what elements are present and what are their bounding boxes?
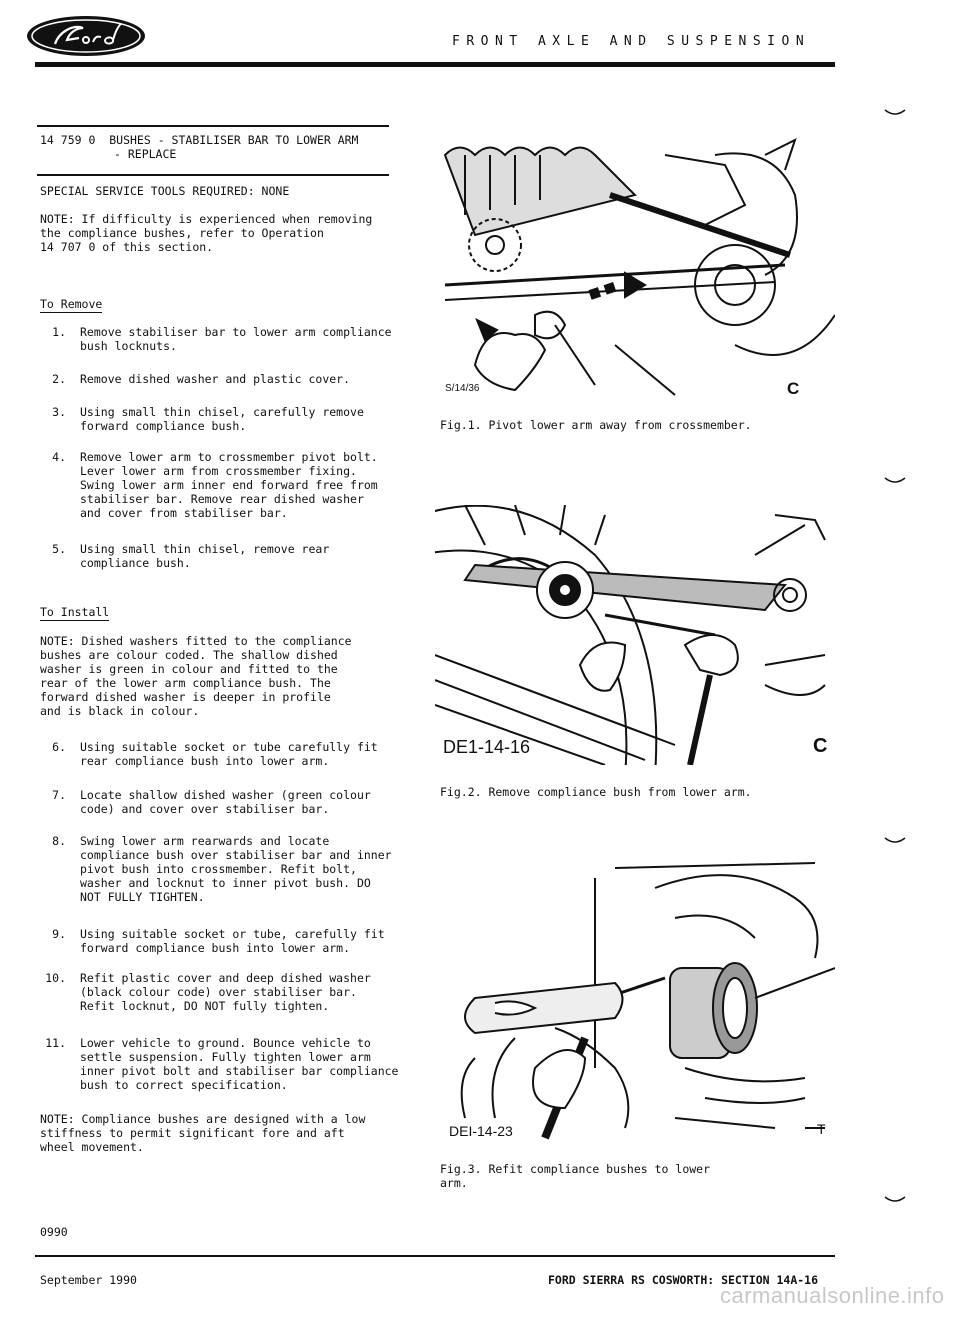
figure-1-caption: Fig.1. Pivot lower arm away from crossmember.: [440, 418, 752, 432]
footer-code: 0990: [40, 1225, 68, 1239]
to-remove-heading-text: To Remove: [40, 297, 103, 311]
figure-3-ref: DEI-14-23: [449, 1123, 513, 1139]
list-item: [40, 834, 420, 906]
operation-bottom-rule: [37, 174, 389, 176]
footer-date: September 1990: [40, 1273, 137, 1287]
watermark-text: carmanualsonline.info: [720, 1283, 945, 1308]
to-remove-heading: [40, 297, 102, 311]
list-item: [40, 405, 420, 435]
step-text: Using suitable socket or tube carefully fit rear compliance bush into lower arm.: [80, 740, 378, 768]
operation-code-line: 14 759 0 BUSHES - STABILISER BAR TO LOWER ARM: [40, 133, 359, 147]
step-text: Refit plastic cover and deep dished washer (black colour code) over stabiliser bar. Refit locknut, DO NOT fully tighten.: [80, 971, 371, 1013]
step-text: Remove stabiliser bar to lower arm compliance bush locknuts.: [80, 325, 392, 353]
note-difficulty: NOTE: If difficulty is experienced when removing the compliance bushes, refer to Operation 14 707 0 of this section.: [40, 212, 373, 254]
step-number: 10.: [45, 971, 66, 985]
list-item: [40, 542, 420, 572]
note-compliance-bushes: NOTE: Compliance bushes are designed with a low stiffness to permit significant fore and aft wheel movement.: [40, 1112, 366, 1154]
figure-1-illustration: [435, 135, 835, 403]
step-text: Swing lower arm rearwards and locate compliance bush over stabiliser bar and inner pivot bush into crossmember. Refit bolt, washer and locknut to inner pivot bush. DO NOT FULLY TIGHTEN.: [80, 834, 392, 904]
step-text: Remove dished washer and plastic cover.: [80, 372, 351, 386]
figure-3-caption: Fig.3. Refit compliance bushes to lower arm.: [440, 1162, 711, 1190]
operation-top-rule: [37, 125, 389, 127]
margin-tick-mark: [884, 476, 906, 486]
figure-2-illustration: [435, 505, 835, 765]
list-item: [40, 325, 420, 355]
operation-code-line2: - REPLACE: [114, 147, 177, 161]
to-install-heading-text: To Install: [40, 605, 110, 619]
step-number: 9.: [52, 927, 66, 941]
step-number: 2.: [52, 372, 66, 386]
margin-tick-mark: [884, 836, 906, 846]
step-number: 3.: [52, 405, 66, 419]
footer-rule: [35, 1255, 835, 1257]
special-tools-line: SPECIAL SERVICE TOOLS REQUIRED: NONE: [40, 184, 290, 198]
figure-3-corner-letter: T: [817, 1121, 826, 1137]
figure-3-illustration: [435, 858, 835, 1140]
step-text: Using small thin chisel, remove rear compliance bush.: [80, 542, 330, 570]
note-dished-washers: NOTE: Dished washers fitted to the compliance bushes are colour coded. The shallow dished washer is green in colour and fitted to the rear of the lower arm compliance bush. The forward dished washer is deeper in profile and is black in colour.: [40, 634, 352, 718]
to-install-heading: [40, 605, 109, 619]
list-item: [40, 1036, 420, 1094]
step-number: 5.: [52, 542, 66, 556]
footer-section: FORD SIERRA RS COSWORTH: SECTION 14A-16: [548, 1273, 819, 1287]
list-item: [40, 788, 420, 818]
step-number: 11.: [45, 1036, 66, 1050]
ford-logo: [25, 14, 147, 58]
figure-2-ref: DE1-14-16: [443, 737, 531, 757]
step-text: Using suitable socket or tube, carefully fit forward compliance bush into lower arm.: [80, 927, 385, 955]
list-item: [40, 971, 420, 1015]
step-number: 4.: [52, 450, 66, 464]
margin-tick-mark: [884, 108, 906, 118]
header-rule: [35, 62, 835, 67]
step-text: Remove lower arm to crossmember pivot bolt. Lever lower arm from crossmember fixing. Swing lower arm inner end forward free from stabiliser bar. Remove rear dished washer and cover from stabiliser bar.: [80, 450, 378, 520]
list-item: [40, 372, 420, 388]
step-number: 1.: [52, 325, 66, 339]
step-text: Using small thin chisel, carefully remove forward compliance bush.: [80, 405, 364, 433]
step-number: 7.: [52, 788, 66, 802]
list-item: [40, 450, 420, 522]
figure-2-corner-letter: C: [813, 735, 828, 757]
figure-2-caption: Fig.2. Remove compliance bush from lower arm.: [440, 785, 752, 799]
figure-1-ref: S/14/36: [445, 383, 480, 394]
step-text: Lower vehicle to ground. Bounce vehicle to settle suspension. Fully tighten lower arm inner pivot bolt and stabiliser bar compliance bush to correct specification.: [80, 1036, 399, 1092]
step-number: 8.: [52, 834, 66, 848]
list-item: [40, 927, 420, 957]
page-title: FRONT AXLE AND SUSPENSION: [452, 34, 811, 49]
list-item: [40, 740, 420, 770]
step-text: Locate shallow dished washer (green colour code) and cover over stabiliser bar.: [80, 788, 371, 816]
step-number: 6.: [52, 740, 66, 754]
margin-tick-mark: [884, 1195, 906, 1205]
figure-1-corner-letter: C: [787, 379, 800, 398]
